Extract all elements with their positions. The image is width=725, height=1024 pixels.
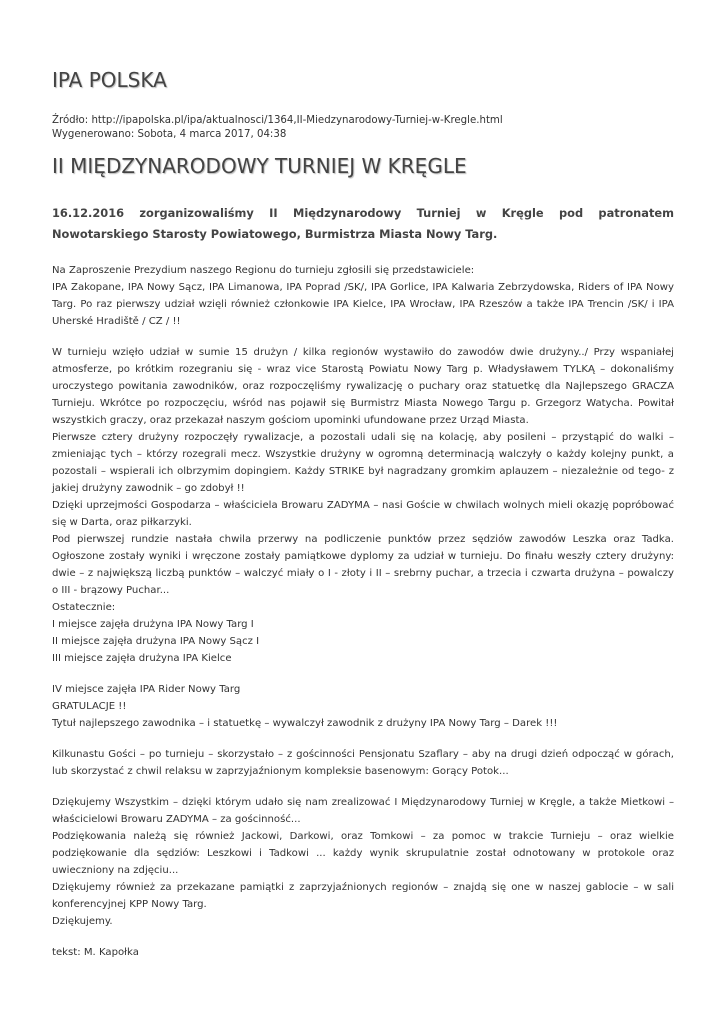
paragraph-line: Dzięki uprzejmości Gospodarza – właściciela Browaru ZADYMA – nasi Goście w chwilach wolnych mieli okazję popróbować się w Darta, oraz piłkarzyki. — [52, 500, 674, 528]
congratulations: GRATULACJE !! — [52, 701, 127, 712]
result-place-4: IV miejsce zajęła IPA Rider Nowy Targ — [52, 684, 241, 695]
best-player: Tytuł najlepszego zawodnika – i statuetkę – wywalczył zawodnik z drużyny IPA Nowy Targ – Darek !!! — [52, 718, 558, 729]
site-title: IPA POLSKA — [52, 68, 167, 92]
paragraph-guests — [52, 746, 674, 780]
paragraph-line: Dziękujemy. — [52, 916, 113, 927]
source-url[interactable]: Źródło: http://ipapolska.pl/ipa/aktualnosci/1364,II-Miedzynarodowy-Turniej-w-Kregle.html — [52, 115, 503, 126]
paragraph-line: IPA Zakopane, IPA Nowy Sącz, IPA Limanowa, IPA Poprad /SK/, IPA Gorlice, IPA Kalwaria Zebrzydowska, Riders of IPA Nowy Targ. Po raz pierwszy udział wzięli również członkowie IPA Kielce, IPA Wrocław, IPA Rzeszów a także IPA Trencin /SK/ i IPA Uherské Hradiště / CZ / !! — [52, 282, 674, 327]
result-place-2: II miejsce zajęła drużyna IPA Nowy Sącz I — [52, 636, 260, 647]
paragraph-line: W turnieju wzięło udział w sumie 15 drużyn / kilka regionów wystawiło do zawodów dwie drużyny../ Przy wspaniałej atmosferze, po krótkim rozegraniu się - wraz vice Starostą Powiatu Nowy Targ p. Władysławem TYLKĄ – dokonaliśmy uroczystego powitania zawodników, oraz rozpoczęliśmy rywalizację o puchary oraz statuetkę dla Najlepszego GRACZA Turnieju. Wkrótce po rozpoczęciu, wśród nas pojawił się Burmistrz Miasta Nowego Targu p. Grzegorz Watycha. Powitał wszystkich graczy, oraz przekazał naszym gościom upominki ufundowane przez Urząd Miasta. — [52, 347, 674, 426]
paragraph-results-more — [52, 681, 674, 732]
result-place-1: I miejsce zajęła drużyna IPA Nowy Targ I — [52, 619, 254, 630]
article-body — [52, 203, 674, 961]
document-meta — [52, 114, 503, 142]
paragraph-tournament — [52, 344, 674, 667]
results-heading: Ostatecznie: — [52, 602, 116, 613]
paragraph-line: Podziękowania należą się również Jackowi, Darkowi, oraz Tomkowi – za pomoc w trakcie Turnieju – oraz wielkie podziękowanie dla sędziów: Leszkowi i Tadkowi ... każdy wynik skrupulatnie został odnotowany w protokole oraz uwieczniony na zdjęciu... — [52, 831, 674, 876]
paragraph-line: Dziękujemy Wszystkim – dzięki którym udało się nam zrealizować I Międzynarodowy Turniej w Kręgle, a także Mietkowi – właścicielowi Browaru ZADYMA – za gościnność... — [52, 797, 674, 825]
paragraph-participants — [52, 262, 674, 330]
paragraph-thanks — [52, 794, 674, 930]
paragraph-line: Pod pierwszej rundzie nastała chwila przerwy na podliczenie punktów przez sędziów zawodów Leszka oraz Tadka. Ogłoszone zostały wyniki i wręczone zostały pamiątkowe dyplomy za udział w turnieju. Do finału weszły cztery drużyny: dwie – z największą liczbą punktów – walczyć miały o I - złoty i II – srebrny puchar, a trzecia i czwarta drużyna – powalczy o III - brązowy Puchar... — [52, 534, 674, 596]
paragraph-line: Pierwsze cztery drużyny rozpoczęły rywalizacje, a pozostali udali się na kolację, aby posileni – przystąpić do walki – zmieniając tych – którzy rozegrali mecz. Wszystkie drużyny w ogromną determinacją walczyły o każdy kolejny punkt, a pozostali – wspierali ich olbrzymim dopingiem. Każdy STRIKE był nagradzany gromkim aplauzem – niezależnie od tego- z jakiej drużyny zawodnik – go zdobył !! — [52, 432, 674, 494]
paragraph-line: Kilkunastu Gości – po turnieju – skorzystało – z gościnności Pensjonatu Szaflary – aby na drugi dzień odpocząć w górach, lub skorzystać z chwil relaksu w zaprzyjaźnionym kompleksie basenowym: Gorący Potok... — [52, 749, 674, 777]
paragraph-line: Dziękujemy również za przekazane pamiątki z zaprzyjaźnionych regionów – znajdą się one w naszej gablocie – w sali konferencyjnej KPP Nowy Targ. — [52, 882, 674, 910]
article-lead: 16.12.2016 zorganizowaliśmy II Międzynarodowy Turniej w Kręgle pod patronatem Nowotarskiego Starosty Powiatowego, Burmistrza Miasta Nowy Targ. — [52, 206, 674, 241]
generated-date: Wygenerowano: Sobota, 4 marca 2017, 04:38 — [52, 129, 287, 140]
article-title: II MIĘDZYNARODOWY TURNIEJ W KRĘGLE — [52, 154, 467, 178]
author-credit: tekst: M. Kapołka — [52, 947, 139, 958]
paragraph-line: Na Zaproszenie Prezydium naszego Regionu do turnieju zgłosili się przedstawiciele: — [52, 265, 475, 276]
result-place-3: III miejsce zajęła drużyna IPA Kielce — [52, 653, 232, 664]
